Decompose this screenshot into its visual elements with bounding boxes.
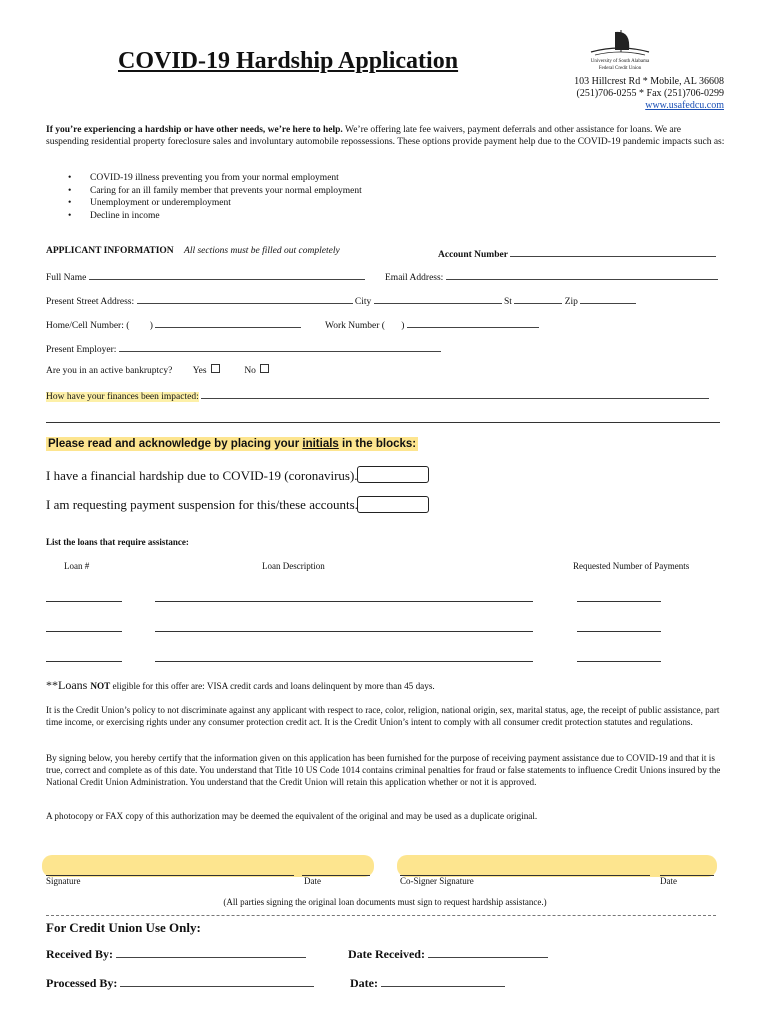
suspension-initials-box[interactable] bbox=[357, 496, 429, 513]
acknowledge-suffix: in the blocks: bbox=[338, 438, 417, 450]
svg-text:University of South Alabama: University of South Alabama bbox=[590, 59, 650, 64]
loan-number-header: Loan # bbox=[64, 561, 90, 571]
loan-number-field[interactable] bbox=[46, 600, 122, 602]
ineligible-text: eligible for this offer are: VISA credit cards and loans delinquent by more than 45 days. bbox=[110, 681, 435, 691]
nondiscrimination-policy: It is the Credit Union’s policy to not discriminate against any applicant with respect to race, color, religion, national origin, sex, marital status, age, the receipt of public assistance, part time income, or exercising rights under any consumer protection credit act. It is the Credit Union’s intent to comply with all consumer credit protection statutes and regulations. bbox=[46, 705, 720, 727]
finances-label: How have your finances been impacted: bbox=[46, 392, 199, 402]
loan-number-field[interactable] bbox=[46, 660, 122, 662]
yes-label: Yes bbox=[192, 366, 207, 376]
certification-statement: By signing below, you hereby certify that the information given on this application has been furnished for the purpose of receiving payment assistance due to COVID-19 and that it is true, correct and complete as of this date. You understand that Title 10 US Code 1014 contains criminal penalties for fraud or false statements to influence Credit Unions insured by the National Credit Union Administration. You understand that the Credit Union will retain this application whether or not it is approved. bbox=[46, 753, 721, 787]
street-field[interactable] bbox=[137, 293, 353, 304]
ineligible-note bbox=[46, 678, 435, 693]
applicant-heading bbox=[46, 246, 340, 256]
full-name-label: Full Name bbox=[46, 273, 87, 283]
intro-paragraph bbox=[46, 124, 726, 148]
payments-field[interactable] bbox=[577, 600, 661, 602]
received-by-field[interactable] bbox=[116, 945, 306, 958]
bankruptcy-row bbox=[46, 364, 269, 376]
processed-date-row bbox=[350, 974, 505, 991]
loan-description-field[interactable] bbox=[155, 630, 533, 632]
impact-list bbox=[68, 172, 362, 222]
city-label: City bbox=[354, 297, 372, 307]
payments-header: Requested Number of Payments bbox=[573, 561, 690, 571]
intro-text: We’re offering late fee waivers, payment deferrals and other assistance for loans. We are suspending residential property foreclosure sales and involuntary automobile repossessions. These options provide payment help due to the COVID-19 pandemic impacts such as: bbox=[46, 125, 725, 147]
acknowledge-initials: initials bbox=[302, 438, 339, 450]
no-checkbox[interactable] bbox=[260, 364, 269, 373]
work-phone-field[interactable] bbox=[407, 317, 539, 328]
home-phone-field[interactable] bbox=[155, 317, 301, 328]
processed-date-field[interactable] bbox=[381, 974, 505, 987]
acknowledge-prefix: Please read and acknowledge by placing your bbox=[48, 438, 303, 450]
account-number-field[interactable] bbox=[510, 246, 716, 257]
hardship-statement: I have a financial hardship due to COVID-19 (coronavirus). bbox=[46, 468, 358, 483]
payments-field[interactable] bbox=[577, 630, 661, 632]
processed-date-label: Date: bbox=[350, 976, 378, 990]
signing-note: (All parties signing the original loan documents must sign to request hardship assistance.) bbox=[223, 897, 547, 907]
cosigner-signature-label: Co-Signer Signature bbox=[400, 876, 474, 886]
state-field[interactable] bbox=[514, 293, 562, 304]
cosigner-date-label: Date bbox=[660, 876, 677, 886]
received-by-row bbox=[46, 945, 306, 962]
signature-line bbox=[46, 874, 294, 876]
received-by-label: Received By: bbox=[46, 947, 113, 961]
full-name-row bbox=[46, 269, 365, 283]
phone-fax: (251)706-0255 * Fax (251)706-0299 bbox=[576, 88, 724, 99]
list-item: • Caring for an ill family member that prevents your normal employment bbox=[68, 185, 362, 198]
processed-by-row bbox=[46, 974, 314, 991]
zip-label: Zip bbox=[564, 297, 578, 307]
svg-text:Federal Credit Union: Federal Credit Union bbox=[598, 66, 642, 71]
account-number-row bbox=[438, 246, 716, 260]
email-row bbox=[385, 269, 718, 283]
photocopy-statement: A photocopy or FAX copy of this authorization may be deemed the equivalent of the original and may be used as a duplicate original. bbox=[46, 811, 538, 821]
signature-label: Signature bbox=[46, 876, 81, 886]
finances-field[interactable] bbox=[201, 388, 709, 399]
date-received-field[interactable] bbox=[428, 945, 548, 958]
email-label: Email Address: bbox=[385, 273, 444, 283]
date-received-label: Date Received: bbox=[348, 947, 425, 961]
list-item: • Decline in income bbox=[68, 210, 362, 223]
full-name-field[interactable] bbox=[89, 269, 365, 280]
email-field[interactable] bbox=[446, 269, 718, 280]
list-item: • Unemployment or underemployment bbox=[68, 197, 362, 210]
processed-by-label: Processed By: bbox=[46, 976, 118, 990]
address-row bbox=[46, 293, 636, 307]
date-received-row bbox=[348, 945, 548, 962]
state-label: St bbox=[504, 297, 512, 307]
date-label: Date bbox=[304, 876, 321, 886]
address-line: 103 Hillcrest Rd * Mobile, AL 36608 bbox=[574, 76, 724, 87]
work-phone-label: Work Number ( bbox=[325, 321, 385, 331]
website-link[interactable]: www.usafedcu.com bbox=[645, 100, 724, 111]
address-block bbox=[560, 76, 724, 112]
city-field[interactable] bbox=[374, 293, 502, 304]
bankruptcy-label: Are you in an active bankruptcy? bbox=[46, 366, 173, 376]
work-phone-row bbox=[325, 317, 539, 331]
finances-field-line2[interactable] bbox=[46, 421, 720, 423]
hardship-initials-box[interactable] bbox=[357, 466, 429, 483]
applicant-heading-text: APPLICANT INFORMATION bbox=[46, 246, 174, 256]
employer-label: Present Employer: bbox=[46, 345, 117, 355]
account-number-label: Account Number bbox=[438, 250, 508, 260]
employer-row bbox=[46, 341, 441, 355]
home-phone-row bbox=[46, 317, 301, 331]
payments-field[interactable] bbox=[577, 660, 661, 662]
list-item: • COVID-19 illness preventing you from your normal employment bbox=[68, 172, 362, 185]
work-phone-paren: ) bbox=[401, 321, 405, 331]
office-use-heading: For Credit Union Use Only: bbox=[46, 920, 201, 935]
yes-checkbox[interactable] bbox=[211, 364, 220, 373]
loan-number-field[interactable] bbox=[46, 630, 122, 632]
home-phone-label: Home/Cell Number: ( bbox=[46, 321, 130, 331]
zip-field[interactable] bbox=[580, 293, 636, 304]
loan-description-field[interactable] bbox=[155, 600, 533, 602]
credit-union-logo bbox=[585, 28, 655, 72]
loan-description-header: Loan Description bbox=[262, 561, 325, 571]
home-phone-paren: ) bbox=[149, 321, 153, 331]
ineligible-prefix: **Loans bbox=[46, 678, 91, 692]
loans-heading: List the loans that require assistance: bbox=[46, 537, 189, 547]
section-divider bbox=[46, 914, 716, 916]
intro-bold: If you’re experiencing a hardship or have other needs, we’re here to help. bbox=[46, 125, 343, 135]
acknowledge-heading bbox=[46, 437, 418, 451]
street-label: Present Street Address: bbox=[46, 297, 135, 307]
employer-field[interactable] bbox=[119, 341, 441, 352]
processed-by-field[interactable] bbox=[120, 974, 314, 987]
no-label: No bbox=[244, 366, 256, 376]
finances-row bbox=[46, 388, 709, 402]
ineligible-not: NOT bbox=[90, 681, 111, 691]
loan-description-field[interactable] bbox=[155, 660, 533, 662]
page-title: COVID-19 Hardship Application bbox=[118, 48, 459, 74]
applicant-note: All sections must be filled out completely bbox=[184, 246, 340, 256]
suspension-statement: I am requesting payment suspension for this/these accounts. bbox=[46, 497, 358, 512]
